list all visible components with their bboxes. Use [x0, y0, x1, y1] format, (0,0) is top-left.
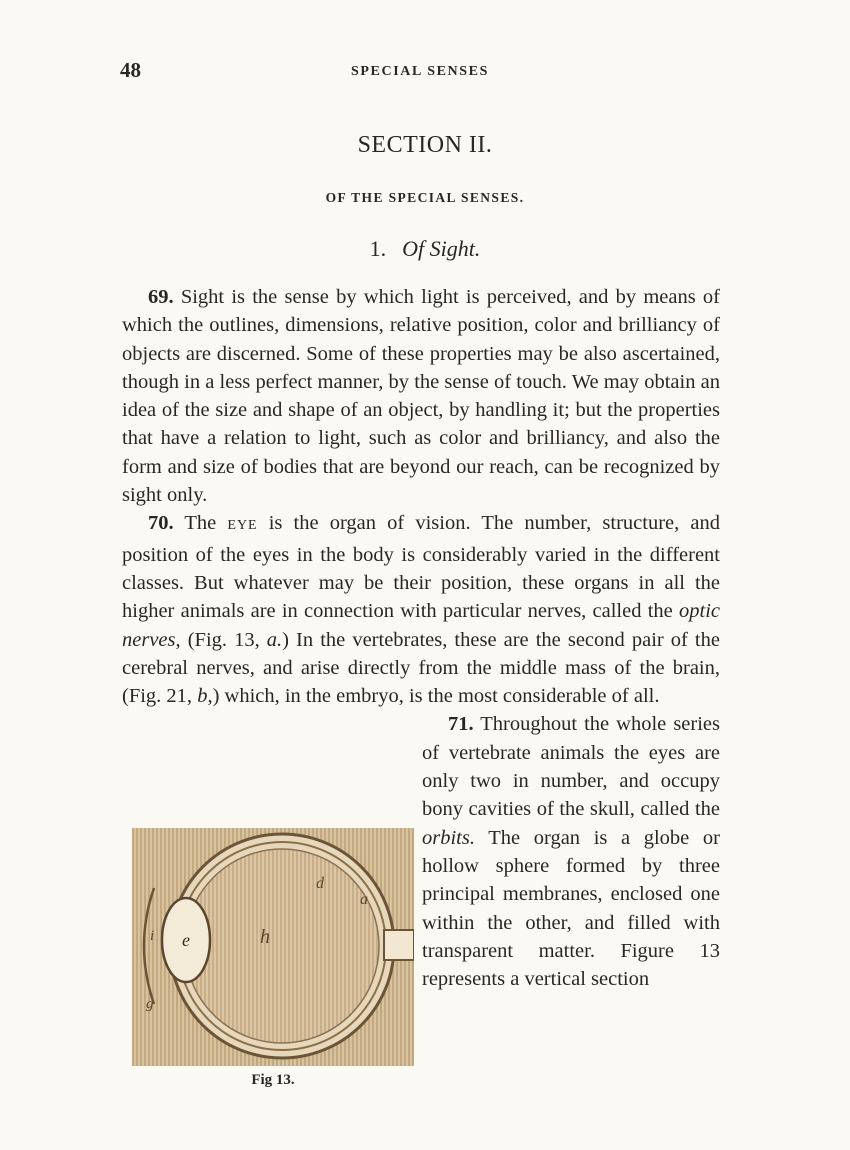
section-subheading: OF THE SPECIAL SENSES.	[325, 190, 525, 205]
text-run: is the organ of vision. The number, structure, and position of the eyes in the body is considerably varied in the different classes. But whatever may be their position, these organs in all the higher animals are in connection with particular nerves, called the	[122, 512, 720, 623]
paragraph-number: 69.	[148, 286, 174, 308]
text-run: ) which, in the embryo, is the most considerable of all.	[212, 685, 660, 708]
paragraph-70	[122, 509, 720, 710]
figure-label-e: e	[182, 930, 190, 950]
text-run: The organ is a globe or hollow sphere formed by three principal membranes, enclosed one within the other, and filled with transparent matter. Figure 13 represents a vertical section	[422, 826, 720, 991]
text-run: , (Fig. 13,	[175, 628, 267, 651]
figure-label-d: d	[316, 875, 324, 892]
term-orbits: orbits.	[422, 826, 475, 849]
figure-label-a: a	[360, 891, 368, 908]
figure-ref-b: b,	[197, 685, 213, 708]
term-eye: EYE	[227, 518, 258, 534]
paragraph-69	[122, 283, 720, 509]
text-run: ) In the vertebrates, these are the second pair of the cerebral nerves, and arise directly from the middle mass of the brain, (Fig. 21,	[122, 628, 720, 708]
text-run: Throughout the whole series of vertebrate animals the eyes are only two in number, and occupy bony cavities of the skull, called the	[422, 713, 720, 821]
eye-cross-section-illustration	[132, 828, 414, 1066]
figure-label-i: i	[150, 928, 155, 944]
optic-nerve	[384, 930, 414, 960]
term-optic-nerves: optic nerves	[122, 600, 720, 651]
subsection-title: Of Sight.	[402, 236, 481, 261]
running-head	[120, 58, 720, 88]
figure-ref-a: a.	[266, 628, 283, 651]
subsection-number: 1.	[369, 236, 387, 261]
section-heading: SECTION II.	[357, 132, 493, 158]
paragraph-number: 71.	[448, 713, 474, 736]
subsection-heading	[0, 236, 850, 262]
page-number: 48	[120, 58, 141, 82]
figure-label-g: g	[146, 996, 154, 1012]
vitreous-body	[185, 849, 379, 1043]
paragraph-text: Sight is the sense by which light is perceived, and by means of which the outlines, dimensions, relative position, color and brilliancy of objects are discerned. Some of these properties may be also ascertained, though in a less perfect manner, by the sense of touch. We may obtain an idea of the size and shape of an object, by handling it; but the properties that have a relation to light, such as color and brilliancy, and also the form and size of bodies that are beyond our reach, can be recognized by sight only.	[122, 286, 720, 507]
text-run: The	[173, 512, 228, 535]
figure-label-h: h	[260, 926, 270, 948]
figure-13	[132, 828, 414, 1089]
figure-caption: Fig 13.	[251, 1072, 295, 1088]
running-title: SPECIAL SENSES	[351, 64, 489, 79]
paragraph-number: 70.	[148, 512, 174, 535]
